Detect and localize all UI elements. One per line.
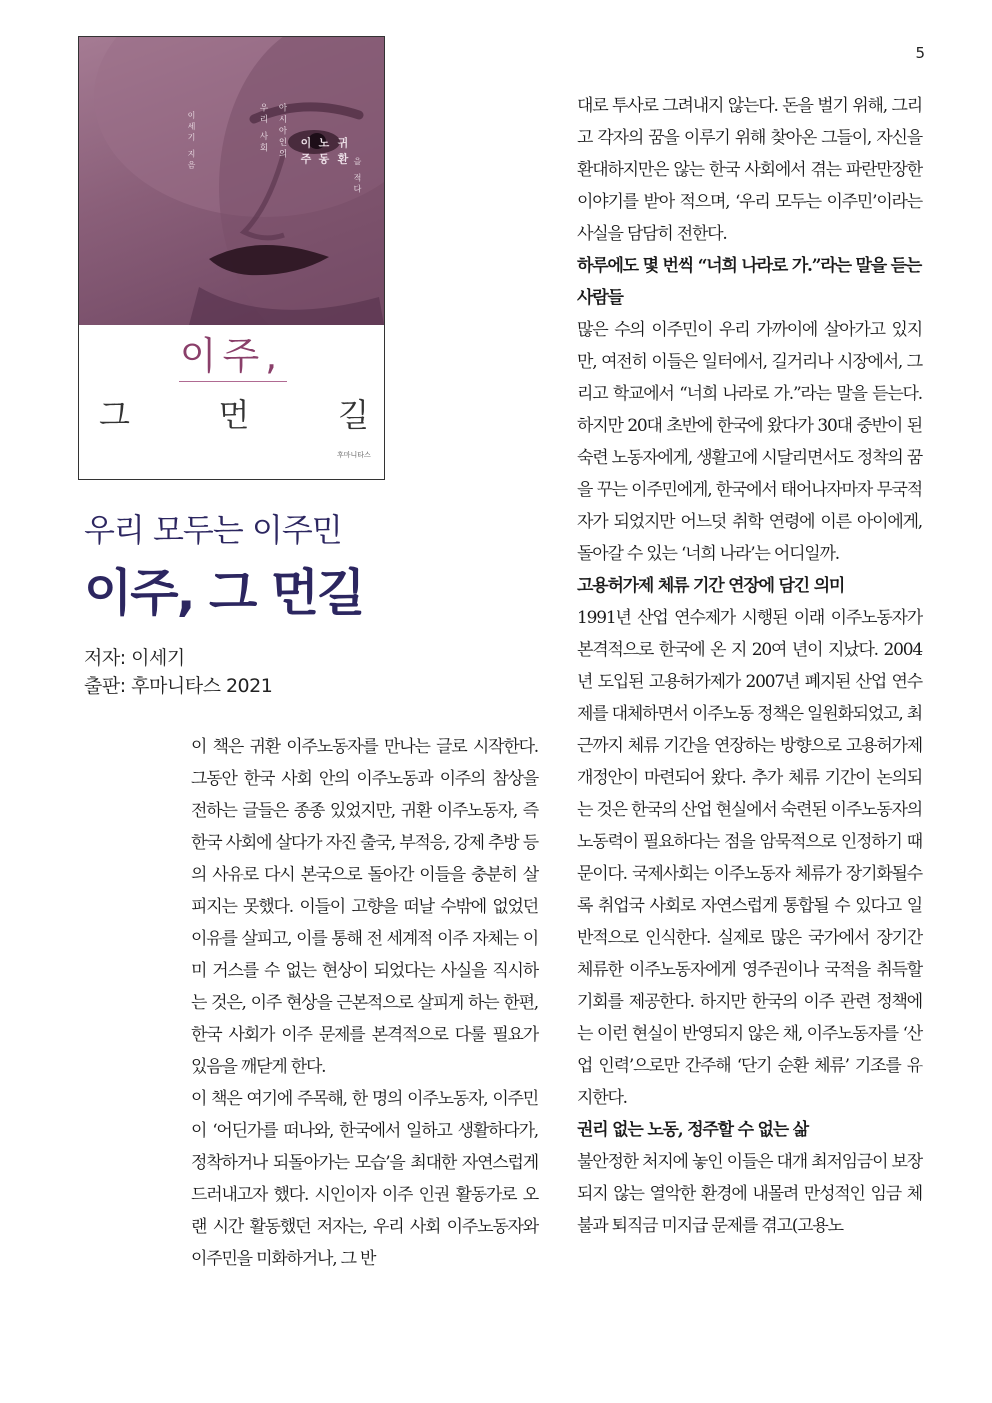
cover-title-divider	[179, 381, 287, 382]
cover-tagline-4: 노동	[317, 137, 330, 169]
page-number: 5	[915, 44, 925, 62]
book-author: 저자: 이세기	[84, 647, 185, 669]
right-column	[577, 90, 922, 1242]
cover-tagline-3: 이주	[299, 137, 312, 169]
section-heading: 권리 없는 노동, 정주할 수 없는 삶	[577, 1120, 808, 1140]
cover-title-char: 길	[338, 396, 369, 434]
cover-tagline-6: 을 적다	[353, 157, 362, 196]
face-illustration	[79, 37, 384, 325]
cover-tagline-2: 아시아인의	[277, 103, 287, 161]
cover-photo	[79, 37, 384, 325]
left-column	[191, 731, 538, 1275]
section-heading: 고용허가제 체류 기간 연장에 담긴 의미	[577, 576, 845, 596]
cover-publisher: 후마니타스	[337, 451, 371, 459]
book-title: 이주, 그 먼길	[84, 564, 364, 622]
cover-tagline-5: 귀환	[336, 137, 349, 169]
book-cover	[78, 36, 385, 480]
paragraph: 불안정한 처지에 놓인 이들은 대개 최저임금이 보장되지 않는 열악한 환경에 내몰려 만성적인 임금 체불과 퇴직금 미지급 문제를 겪고(고용노	[577, 1152, 922, 1236]
cover-author: 이세기 지음	[187, 111, 196, 172]
cover-title-char: 그	[99, 396, 130, 434]
paragraph: 많은 수의 이주민이 우리 가까이에 살아가고 있지만, 여전히 이들은 일터에서, 길거리나 시장에서, 그리고 학교에서 “너희 나라로 가.”라는 말을 듣는다. 하지만 20대 초반에 한국에 왔다가 30대 중반이 된 숙련 노동자에게, 생활고에 시달리면서도 정착의 꿈을 꾸는 이주민에게, 한국에서 태어나자마자 무국적자가 되었지만 어느덧 취학 연령에 이른 아이에게, 돌아갈 수 있는 ‘너희 나라’는 어디일까.	[577, 320, 922, 564]
cover-title-line1: 이주,	[179, 334, 284, 378]
paragraph: 이 책은 여기에 주목해, 한 명의 이주노동자, 이주민이 ‘어딘가를 떠나와, 한국에서 일하고 생활하다가, 정착하거나 되돌아가는 모습’을 최대한 자연스럽게 드러내고자 했다. 시인이자 이주 인권 활동가로 오랜 시간 활동했던 저자는, 우리 사회 이주노동자와 이주민을 미화하거나, 그 반	[191, 1089, 538, 1269]
cover-tagline-1: 우리 사회	[258, 103, 268, 155]
paragraph: 대로 투사로 그려내지 않는다. 돈을 벌기 위해, 그리고 각자의 꿈을 이루기 위해 찾아온 그들이, 자신을 환대하지만은 않는 한국 사회에서 겪는 파란만장한 이야기를 받아 적으며, ‘우리 모두는 이주민’이라는 사실을 담담히 전한다.	[577, 96, 922, 244]
cover-title-line2	[99, 396, 369, 434]
cover-title-char: 먼	[218, 396, 250, 434]
book-subtitle: 우리 모두는 이주민	[84, 511, 342, 549]
paragraph: 이 책은 귀환 이주노동자를 만나는 글로 시작한다. 그동안 한국 사회 안의 이주노동과 이주의 참상을 전하는 글들은 종종 있었지만, 귀환 이주노동자, 즉 한국 사회에 살다가 자진 출국, 부적응, 강제 추방 등의 사유로 다시 본국으로 돌아간 이들을 충분히 살피지는 못했다. 이들이 고향을 떠날 수밖에 없었던 이유를 살피고, 이를 통해 전 세계적 이주 자체는 이미 거스를 수 없는 현상이 되었다는 사실을 직시하는 것은, 이주 현상을 근본적으로 살피게 하는 한편, 한국 사회가 이주 문제를 본격적으로 다룰 필요가 있음을 깨닫게 한다.	[191, 737, 538, 1077]
section-heading: 하루에도 몇 번씩 “너희 나라로 가.”라는 말을 듣는 사람들	[577, 256, 922, 308]
book-publisher: 출판: 후마니타스 2021	[84, 675, 273, 697]
paragraph: 1991년 산업 연수제가 시행된 이래 이주노동자가 본격적으로 한국에 온 지 20여 년이 지났다. 2004년 도입된 고용허가제가 2007년 폐지된 산업 연수제를 대체하면서 이주노동 정책은 일원화되었고, 최근까지 체류 기간을 연장하는 방향으로 고용허가제 개정안이 마련되어 왔다. 추가 체류 기간이 논의되는 것은 한국의 산업 현실에서 숙련된 이주노동자의 노동력이 필요하다는 점을 암묵적으로 인정하기 때문이다. 국제사회는 이주노동자 체류가 장기화될수록 취업국 사회로 자연스럽게 통합될 수 있다고 일반적으로 인식한다. 실제로 많은 국가에서 장기간 체류한 이주노동자에게 영주권이나 국적을 취득할 기회를 제공한다. 하지만 한국의 이주 관련 정책에는 이런 현실이 반영되지 않은 채, 이주노동자를 ‘산업 인력’으로만 간주해 ‘단기 순환 체류’ 기조를 유지한다.	[577, 608, 922, 1108]
